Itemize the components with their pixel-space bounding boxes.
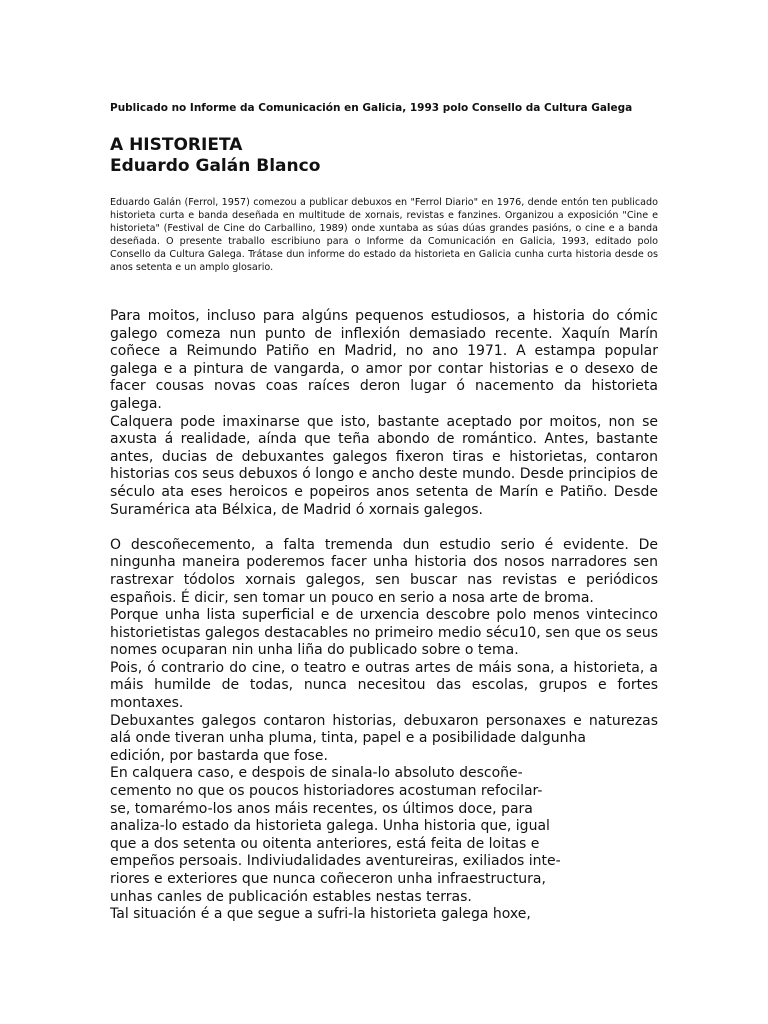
paragraph-spacer	[110, 519, 658, 537]
body-line: riores e exteriores que nunca coñeceron unha infraestructura,	[110, 871, 546, 887]
article-author: Eduardo Galán Blanco	[110, 156, 321, 176]
body-paragraph: O descoñecemento, a falta tremenda dun estudio serio é evidente. De ningunha maneira poderemos facer unha historia dos nosos narradores sen rastrexar tódolos xornais galegos, sen buscar nas revistas e periódicos españois. É dicir, sen tomar un pouco en serio a nosa arte de broma.	[110, 536, 658, 606]
publication-source: Publicado no Informe da Comunicación en Galicia, 1993 polo Consello da Cultura Galega	[110, 102, 633, 114]
body-line: cemento no que os poucos historiadores acostuman refocilar-	[110, 783, 543, 800]
body-line: se, tomarémo-los anos máis recentes, os últimos doce, para	[110, 800, 533, 817]
body-line: En calquera caso, e despois de sinala-lo absoluto descoñe-	[110, 765, 523, 782]
article-title: A HISTORIETA	[110, 135, 243, 155]
body-line: empeños persoais. Indiviudalidades aventureiras, exiliados inte-	[110, 853, 561, 870]
document-page	[110, 102, 658, 924]
author-intro: Eduardo Galán (Ferrol, 1957) comezou a publicar debuxos en "Ferrol Diario" en 1976, dende entón ten publicado historieta curta e banda deseñada en multitude de xornais, revistas e fanzines. Organizou a exposición "Cine e historieta" (Festival de Cine do Carballino, 1989) onde xuntaba as súas dúas grandes pasións, o cine e a banda deseñada. O presente traballo escribiuno para o Informe da Comunicación en Galicia, 1993, editado polo Consello da Cultura Galega. Trátase dun informe do estado da historieta en Galicia cunha curta historia desde os anos setenta e un amplo glosario.	[110, 197, 658, 273]
body-line: que a dos setenta ou oitenta anteriores, está feita de loitas e	[110, 835, 540, 852]
body-line: Tal situación é a que segue a sufri-la historieta galega hoxe,	[110, 906, 531, 923]
body-paragraph: Para moitos, incluso para algúns pequenos estudiosos, a historia do cómic galego comeza nun punto de inflexión demasiado recente. Xaquín Marín coñece a Reimundo Patiño en Madrid, no ano 1971. A estampa popular galega e a pintura de vangarda, o amor por contar historias e o desexo de facer cousas novas coas raíces deron lugar ó nacemento da historieta galega.	[110, 308, 658, 412]
body-line: edición, por bastarda que fose.	[110, 747, 328, 764]
body-paragraph: Pois, ó contrario do cine, o teatro e outras artes de máis sona, a historieta, a máis humilde de todas, nunca necesitou das escolas, grupos e fortes montaxes.	[110, 659, 658, 712]
body-paragraph: Calquera pode imaxinarse que isto, bastante aceptado por moitos, non se axusta á realidade, aínda que teña abondo de romántico. Antes, bastante antes, ducias de debuxantes galegos fixeron tiras e historietas, contaron historias cos seus debuxos ó longo e ancho deste mundo. Desde principios de século ata eses heroicos e popeiros anos setenta de Marín e Patiño. Desde Suramérica ata Bélxica, de Madrid ó xornais galegos.	[110, 413, 658, 518]
body-line: analiza-lo estado da historieta galega. Unha historia que, igual	[110, 818, 550, 835]
body-paragraph: Porque unha lista superficial e de urxencia descobre polo menos vintecinco historietistas galegos destacables no primeiro medio sécu10, sen que os seus nomes ocuparan nin unha liña do publicado sobre o tema.	[110, 607, 658, 659]
body-line: unhas canles de publicación estables nestas terras.	[110, 888, 472, 905]
article-body	[110, 308, 658, 924]
body-paragraph: Debuxantes galegos contaron historias, debuxaron personaxes e naturezas alá onde tiveran unha pluma, tinta, papel e a posibilidade dalgunha	[110, 712, 658, 747]
